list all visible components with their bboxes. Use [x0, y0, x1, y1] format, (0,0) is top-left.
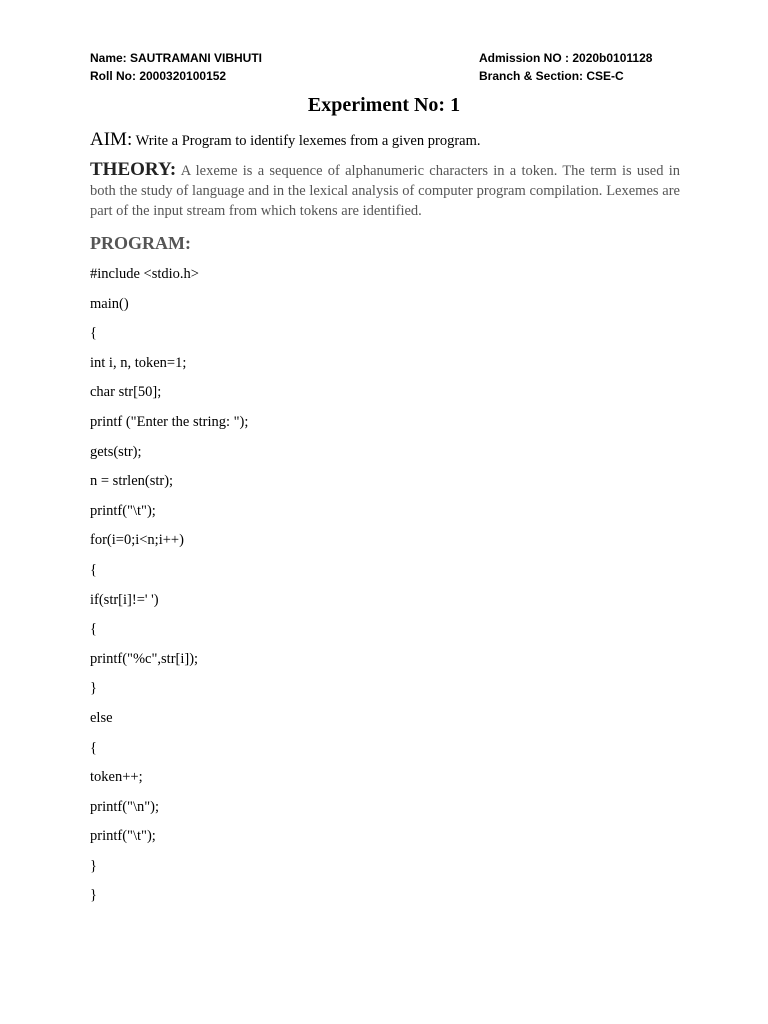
theory-section [90, 160, 680, 221]
code-line: n = strlen(str); [90, 473, 174, 490]
code-line: printf("\n"); [90, 798, 160, 815]
code-line: printf("\t"); [90, 828, 156, 845]
code-line: else [90, 709, 113, 726]
experiment-title: Experiment No: 1 [307, 94, 461, 116]
roll-number: Roll No: 2000320100152 [90, 69, 227, 83]
code-line: #include <stdio.h> [90, 266, 199, 282]
code-line: printf ("Enter the string: "); [90, 413, 249, 430]
header-row-1 [90, 49, 690, 67]
program-heading: PROGRAM: [90, 233, 191, 253]
header-row-2 [90, 67, 690, 85]
code-line: printf("\t"); [90, 502, 156, 519]
code-line: for(i=0;i<n;i++) [90, 532, 184, 549]
code-line: } [90, 887, 97, 904]
student-header [90, 49, 690, 85]
code-line: { [90, 621, 97, 638]
theory-label: THEORY: [90, 159, 177, 180]
code-line: token++; [90, 769, 143, 786]
code-line: int i, n, token=1; [90, 354, 187, 371]
program-code [90, 264, 248, 915]
aim-section [90, 129, 690, 152]
code-line: { [90, 325, 97, 342]
theory-text: A lexeme is a sequence of alphanumeric characters in a token. The term is used in both the study of language and in the lexical analysis of computer program compilation. Lexemes are part of the input stream from which tokens are identified. [90, 163, 680, 219]
code-line: { [90, 561, 97, 578]
aim-text: Write a Program to identify lexemes from a given program. [132, 133, 481, 149]
admission-number: Admission NO : 2020b0101128 [479, 51, 653, 65]
student-name: Name: SAUTRAMANI VIBHUTI [90, 51, 263, 65]
code-line: printf("%c",str[i]); [90, 650, 199, 667]
code-line: } [90, 857, 97, 874]
code-line: main() [90, 295, 129, 312]
code-line: if(str[i]!=' ') [90, 591, 159, 608]
code-line: { [90, 739, 97, 756]
code-line: gets(str); [90, 443, 142, 460]
aim-label: AIM: [90, 129, 133, 150]
branch-section: Branch & Section: CSE-C [479, 69, 624, 83]
code-line: char str[50]; [90, 384, 162, 401]
code-line: } [90, 680, 97, 697]
